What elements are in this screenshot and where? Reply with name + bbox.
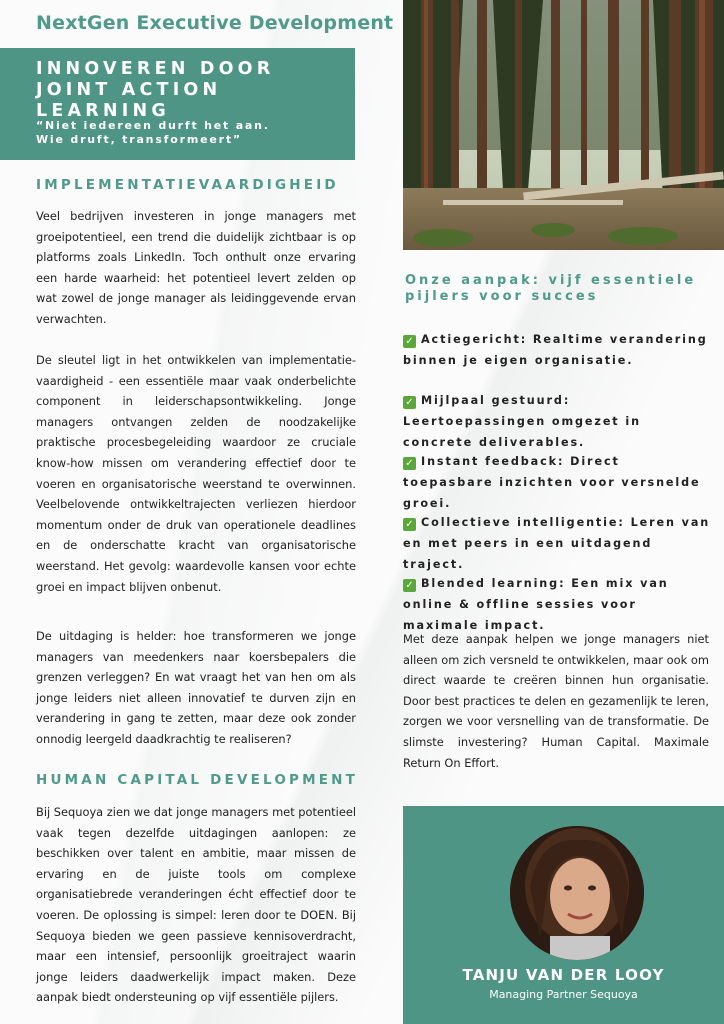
pillar-text: Collectieve intelligentie: Leren van en met peers in een uitdagend traject.: [403, 516, 711, 571]
check-icon: ✓: [403, 518, 416, 531]
approach-heading: Onze aanpak: vijf essentiele pijlers voor succes: [405, 273, 697, 304]
pillar-item-3: [403, 451, 713, 514]
profile-name: TANJU VAN DER LOOY: [462, 966, 665, 984]
check-icon: ✓: [403, 396, 416, 409]
human-capital-paragraph: Bij Sequoya zien we dat jonge managers met potentieel vaak tegen dezelfde uitdagingen aanlopen: ze beschikken over talent en ambitie, maar missen de ervaring en de juiste tools om complexe organisatiebrede veranderingen écht effectief door te voeren. De oplossing is simpel: leren door te DOEN. Bij Sequoya bieden we geen passieve kennisoverdracht, maar een intensief, persoonlijk groeitraject waarin jonge leiders daadwerkelijk impact maken. Deze aanpak biedt ondersteuning op vijf essentiële pijlers.: [36, 805, 356, 1005]
pillar-item-2: [403, 390, 713, 453]
avatar: [510, 826, 644, 960]
implementatie-heading: IMPLEMENTATIEVAARDIGHEID: [36, 177, 339, 193]
pillar-item-4: [403, 512, 713, 575]
profile-role: Managing Partner Sequoya: [489, 988, 638, 1001]
brand-title: NextGen Executive Development: [36, 12, 394, 34]
check-icon: ✓: [403, 457, 416, 470]
hero-quote: “Niet iedereen durft het aan. Wie druft, transformeert”: [36, 119, 270, 146]
pillar-item-1: [403, 329, 713, 371]
hero-title: INNOVEREN DOOR JOINT ACTION LEARNING: [36, 59, 275, 121]
pillar-text: Blended learning: Een mix van online & offline sessies voor maximale impact.: [403, 577, 669, 632]
check-icon: ✓: [403, 335, 416, 348]
approach-closing-paragraph: Met deze aanpak helpen we jonge managers niet alleen om zich versneld te ontwikkelen, maar ook om direct waarde te creëren binnen hun organisatie. Door best practices te delen en gezamenlijk te leren, zorgen we voor versnelling van de transformatie. De slimste investering? Human Capital. Maximale Return On Effort.: [403, 632, 709, 770]
implementatie-paragraph-1: Veel bedrijven investeren in jonge managers met groeipotentieel, een trend die duidelijk zichtbaar is op platforms zoals LinkedIn. Toch onthult onze ervaring een harde waarheid: het potentieel levert zelden op wat zowel de jonge manager als leidinggevende ervan verwachten.: [36, 209, 356, 326]
pillar-text: Instant feedback: Direct toepasbare inzichten voor versnelde groei.: [403, 455, 701, 510]
pillar-item-5: [403, 573, 713, 636]
implementatie-paragraph-3: De uitdaging is helder: hoe transformeren we jonge managers van meedenkers naar koersbepalers die grenzen verleggen? En wat vraagt het van hen om als jonge leiders niet alleen innovatief te durven zijn en verandering in gang te zetten, maar deze ook zonder onnodig leergeld daadkrachtig te realiseren?: [36, 629, 356, 746]
human-capital-heading: HUMAN CAPITAL DEVELOPMENT: [36, 772, 359, 788]
implementatie-paragraph-2: De sleutel ligt in het ontwikkelen van implementatie-vaardigheid - een essentiële maar vaak onderbelichte component in leiderschapsontwikkeling. Jonge managers ontvangen zelden de noodzakelijke praktische procesbegeleiding waardoor ze cruciale know-how missen om verandering effectief door te voeren en organisatorische weerstand te overwinnen. Veelbelovende ontwikkeltrajecten verliezen hierdoor momentum onder de druk van operationele deadlines en de onderschatte kracht van organisatorische weerstand. Het gevolg: waardevolle kansen voor echte groei en impact blijven onbenut.: [36, 353, 356, 594]
forest-photo: [403, 0, 724, 250]
pillar-text: Actiegericht: Realtime verandering binnen je eigen organisatie.: [403, 333, 708, 367]
pillar-text: Mijlpaal gestuurd: Leertoepassingen omgezet in concrete deliverables.: [403, 394, 641, 449]
check-icon: ✓: [403, 579, 416, 592]
